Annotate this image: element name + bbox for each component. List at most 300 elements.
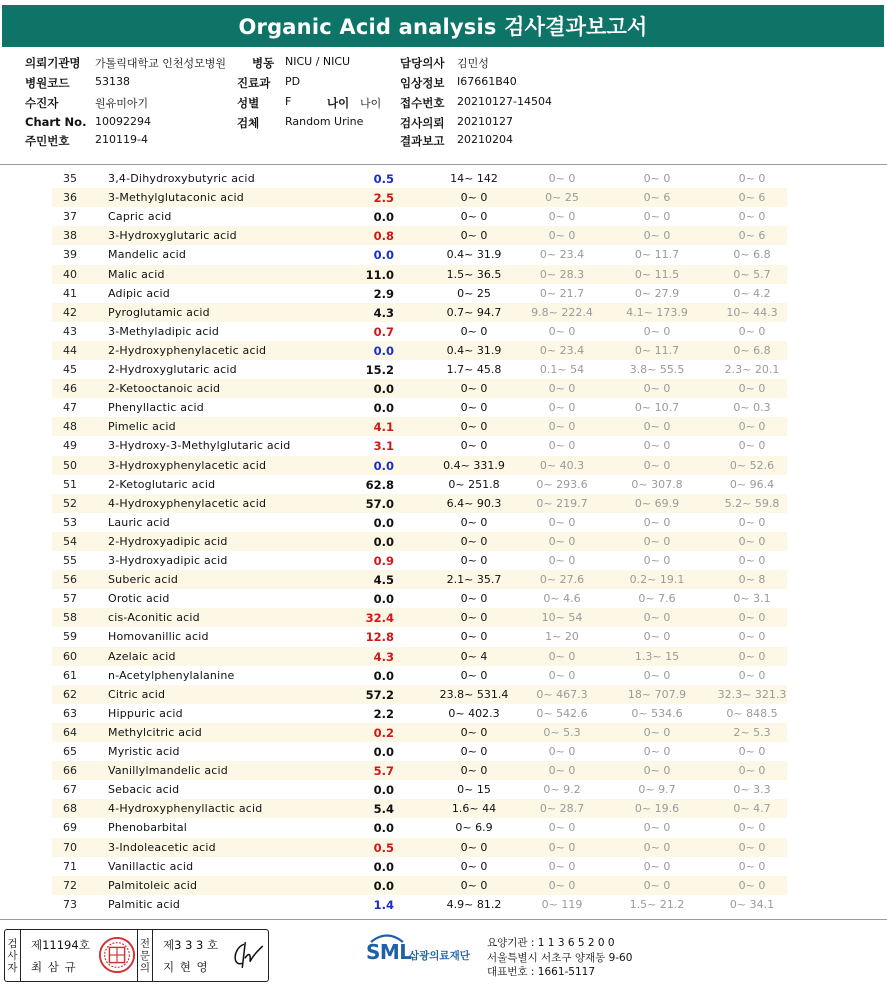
- analyte-name: Adipic acid: [108, 286, 170, 300]
- analyte-name: Capric acid: [108, 210, 172, 224]
- range-col-2: 0~ 9.7: [638, 783, 676, 797]
- range-col-3: 0~ 6.8: [733, 343, 771, 357]
- range-col-1: 0~ 0: [548, 840, 576, 854]
- range-col-1: 0~ 293.6: [536, 477, 588, 491]
- analyte-name: 4-Hydroxyphenyllactic acid: [108, 802, 263, 816]
- table-row: [52, 589, 787, 608]
- range-col-2: 0~ 534.6: [631, 706, 683, 720]
- hospital-code-value: 53138: [95, 75, 130, 88]
- reference-range: 0~ 0: [460, 534, 488, 548]
- analyte-name: Azelaic acid: [108, 649, 176, 663]
- range-col-2: 18~ 707.9: [627, 687, 687, 701]
- table-row: [52, 876, 787, 895]
- range-col-3: 0~ 0: [738, 172, 766, 185]
- row-number: 41: [63, 286, 77, 300]
- phone-line: 대표번호 : 1661-5117: [487, 966, 596, 978]
- range-col-1: 0~ 9.2: [543, 783, 581, 797]
- table-row: [52, 570, 787, 589]
- range-col-2: 0~ 10.7: [634, 401, 680, 415]
- reference-range: 6.4~ 90.3: [446, 496, 502, 510]
- result-value: 57.2: [365, 687, 394, 702]
- row-number: 45: [63, 363, 77, 376]
- analyte-name: 3,4-Dihydroxybutyric acid: [108, 172, 255, 185]
- hospital-code-label: 병원코드: [25, 76, 70, 90]
- row-number: 37: [63, 210, 77, 224]
- table-row: [52, 895, 787, 914]
- reference-range: 0~ 0: [460, 324, 488, 338]
- report-title: Organic Acid analysis 검사결과보고서: [238, 15, 648, 39]
- reference-range: 0~ 402.3: [448, 706, 500, 720]
- range-col-3: 0~ 3.3: [733, 783, 771, 797]
- range-col-1: 0~ 21.7: [539, 286, 585, 300]
- range-col-2: 1.3~ 15: [634, 649, 680, 663]
- analyte-name: n-Acetylphenylalanine: [108, 668, 235, 682]
- range-col-2: 1.5~ 21.2: [629, 897, 685, 911]
- reference-range: 0~ 0: [460, 859, 488, 873]
- range-col-2: 0~ 19.6: [634, 802, 680, 816]
- reference-range: 0~ 0: [460, 725, 488, 739]
- range-col-3: 0~ 0: [738, 649, 766, 663]
- table-row: [52, 398, 787, 417]
- range-col-2: 4.1~ 173.9: [626, 305, 688, 319]
- range-col-3: 0~ 0: [738, 821, 766, 835]
- result-value: 0.0: [373, 859, 394, 874]
- result-value: 0.9: [373, 554, 394, 568]
- sex-label: 성별: [237, 96, 260, 110]
- table-row: [52, 265, 787, 284]
- result-value: 5.7: [373, 764, 394, 779]
- range-col-2: 0~ 27.9: [634, 286, 680, 300]
- analyte-name: Citric acid: [108, 687, 166, 701]
- range-col-3: 0~ 0: [738, 515, 766, 529]
- reference-range: 23.8~ 531.4: [439, 687, 509, 701]
- analyte-name: Palmitoleic acid: [108, 878, 198, 892]
- reference-range: 0~ 0: [460, 554, 488, 567]
- range-col-2: 0~ 6: [643, 191, 671, 205]
- reference-range: 0~ 0: [460, 229, 488, 243]
- examiner-license: 제11194호: [31, 938, 90, 952]
- row-number: 58: [63, 611, 77, 625]
- age-label: 나이: [327, 96, 350, 110]
- reference-range: 0~ 0: [460, 745, 488, 758]
- range-col-3: 0~ 0.3: [733, 401, 771, 415]
- resident-value: 210119-4: [95, 133, 148, 146]
- analyte-name: Pimelic acid: [108, 420, 176, 434]
- range-col-1: 9.8~ 222.4: [531, 305, 593, 319]
- range-col-3: 0~ 0: [738, 611, 766, 625]
- range-col-3: 0~ 4.2: [733, 286, 771, 300]
- dept-label: 진료과: [237, 76, 271, 90]
- table-row: [52, 245, 787, 264]
- clinical-value: I67661B40: [457, 75, 517, 88]
- patient-value: 원유미아기: [95, 97, 149, 110]
- reference-range: 1.7~ 45.8: [446, 363, 502, 376]
- receipt-label: 접수번호: [400, 96, 445, 110]
- range-col-1: 0~ 0: [548, 821, 576, 835]
- table-row: [52, 513, 787, 532]
- row-number: 67: [63, 783, 77, 797]
- result-value: 0.5: [373, 172, 394, 186]
- row-number: 36: [63, 191, 77, 205]
- reference-range: 0~ 0: [460, 592, 488, 606]
- reference-range: 0~ 0: [460, 611, 488, 625]
- row-number: 68: [63, 802, 77, 816]
- result-value: 0.0: [373, 534, 394, 549]
- reference-range: 0~ 15: [457, 783, 491, 797]
- chart-label: Chart No.: [25, 115, 87, 129]
- range-col-2: 3.8~ 55.5: [629, 363, 685, 376]
- result-value: 4.3: [373, 649, 394, 664]
- range-col-3: 0~ 0: [738, 534, 766, 548]
- result-value: 2.2: [373, 706, 394, 721]
- table-row: [52, 857, 787, 876]
- range-col-2: 0~ 0: [643, 878, 671, 892]
- analyte-name: Palmitic acid: [108, 897, 181, 911]
- resident-label: 주민번호: [25, 134, 70, 148]
- range-col-2: 0~ 0: [643, 229, 671, 243]
- range-col-3: 0~ 0: [738, 764, 766, 778]
- row-number: 69: [63, 821, 77, 835]
- range-col-2: 0~ 0: [643, 611, 671, 625]
- result-value: 4.1: [373, 420, 394, 435]
- range-col-2: 0~ 0: [643, 859, 671, 873]
- seal-stamp-icon: [98, 936, 136, 974]
- range-col-3: 0~ 4.7: [733, 802, 771, 816]
- row-number: 40: [63, 267, 77, 281]
- range-col-2: 0.2~ 19.1: [629, 573, 685, 587]
- reference-range: 0~ 0: [460, 878, 488, 892]
- result-value: 5.4: [373, 802, 394, 817]
- reference-range: 0~ 0: [460, 840, 488, 854]
- result-value: 57.0: [365, 496, 394, 511]
- range-col-3: 0~ 8: [738, 573, 766, 587]
- range-col-1: 10~ 54: [541, 611, 583, 625]
- range-col-2: 0~ 0: [643, 764, 671, 778]
- result-value: 0.0: [373, 401, 394, 416]
- table-row: [52, 322, 787, 341]
- reference-range: 14~ 142: [450, 172, 498, 185]
- ward-value: NICU / NICU: [285, 55, 351, 68]
- table-row: [52, 818, 787, 837]
- range-col-3: 2.3~ 20.1: [724, 363, 780, 376]
- result-value: 15.2: [365, 363, 394, 377]
- table-row: [52, 761, 787, 780]
- table-row: [52, 838, 787, 857]
- table-row: [52, 685, 787, 704]
- result-value: 0.2: [373, 725, 394, 740]
- range-col-3: 0~ 0: [738, 840, 766, 854]
- reference-range: 0.4~ 331.9: [443, 458, 505, 472]
- analyte-name: Homovanillic acid: [108, 630, 209, 644]
- table-row: [52, 456, 787, 475]
- result-value: 2.9: [373, 286, 394, 301]
- table-row: [52, 742, 787, 761]
- table-row: [52, 360, 787, 379]
- range-col-1: 0~ 0: [548, 210, 576, 224]
- range-col-2: 0~ 0: [643, 840, 671, 854]
- analyte-name: 2-Hydroxyphenylacetic acid: [108, 343, 267, 357]
- sml-logo: [366, 936, 482, 976]
- address-line: 서울특별시 서초구 양재동 9-60: [487, 951, 633, 964]
- analyte-name: 2-Ketoglutaric acid: [108, 477, 216, 491]
- request-value: 20210127: [457, 115, 513, 128]
- analyte-name: 3-Indoleacetic acid: [108, 840, 216, 854]
- row-number: 35: [63, 172, 77, 185]
- range-col-3: 0~ 0: [738, 210, 766, 224]
- range-col-1: 0~ 0: [548, 229, 576, 243]
- result-value: 0.0: [373, 821, 394, 836]
- signature-box: [4, 929, 269, 982]
- reference-range: 1.6~ 44: [451, 802, 497, 816]
- result-value: 0.0: [373, 343, 394, 358]
- sex-value: F: [285, 95, 292, 108]
- range-col-1: 0~ 28.3: [539, 267, 585, 281]
- range-col-3: 0~ 5.7: [733, 267, 771, 281]
- age-value: 나이: [360, 97, 382, 110]
- dept-value: PD: [285, 75, 301, 88]
- row-number: 49: [63, 439, 77, 453]
- analyte-name: 3-Hydroxyglutaric acid: [108, 229, 237, 243]
- reference-range: 0~ 6.9: [455, 821, 493, 835]
- report-date-label: 결과보고: [400, 134, 445, 148]
- table-row: [52, 494, 787, 513]
- info-divider: [0, 164, 887, 165]
- reference-range: 2.1~ 35.7: [446, 573, 502, 587]
- range-col-3: 0~ 0: [738, 382, 766, 396]
- result-value: 0.0: [373, 515, 394, 530]
- specialist-license: 제3 3 3 호: [163, 938, 219, 952]
- range-col-1: 0~ 23.4: [539, 343, 585, 357]
- analyte-name: 3-Hydroxyphenylacetic acid: [108, 458, 267, 472]
- info-row-3: [0, 95, 887, 113]
- patient-label: 수진자: [25, 96, 59, 110]
- reference-range: 0~ 25: [457, 286, 491, 300]
- range-col-3: 0~ 6.8: [733, 248, 771, 262]
- range-col-3: 5.2~ 59.8: [724, 496, 780, 510]
- institution-label: 의뢰기관명: [25, 56, 81, 70]
- reference-range: 0.7~ 94.7: [446, 305, 502, 319]
- table-row: [52, 799, 787, 818]
- range-col-1: 0~ 27.6: [539, 573, 585, 587]
- row-number: 51: [63, 477, 77, 491]
- logo-sml-text: SML: [366, 940, 412, 964]
- row-number: 71: [63, 859, 77, 873]
- row-number: 66: [63, 764, 77, 778]
- row-number: 73: [63, 897, 77, 911]
- analyte-name: Hippuric acid: [108, 706, 183, 720]
- analyte-name: 2-Ketooctanoic acid: [108, 382, 221, 396]
- analyte-name: 3-Methyladipic acid: [108, 324, 220, 338]
- specialist-name: 지 현 영: [163, 960, 209, 974]
- table-row: [52, 303, 787, 322]
- range-col-2: 0~ 0: [643, 515, 671, 529]
- range-col-1: 0~ 5.3: [543, 725, 581, 739]
- range-col-3: 0~ 0: [738, 439, 766, 453]
- range-col-1: 0~ 0: [548, 554, 576, 567]
- reference-range: 0~ 0: [460, 420, 488, 434]
- table-row: [52, 627, 787, 646]
- result-value: 11.0: [365, 267, 394, 282]
- reference-range: 0~ 0: [460, 439, 488, 453]
- row-number: 47: [63, 401, 77, 415]
- range-col-2: 0~ 69.9: [634, 496, 680, 510]
- analyte-name: Malic acid: [108, 267, 165, 281]
- institution-value: 가톨릭대학교 인천성모병원: [95, 57, 227, 70]
- table-row: [52, 188, 787, 207]
- table-row: [52, 551, 787, 570]
- reference-range: 0.4~ 31.9: [446, 248, 502, 262]
- table-row: [52, 532, 787, 551]
- range-col-2: 0~ 0: [643, 668, 671, 682]
- result-value: 0.7: [373, 324, 394, 339]
- table-row: [52, 723, 787, 742]
- result-value: 4.3: [373, 305, 394, 320]
- result-value: 4.5: [373, 573, 394, 588]
- row-number: 42: [63, 305, 77, 319]
- row-number: 70: [63, 840, 77, 854]
- range-col-1: 0~ 25: [545, 191, 579, 205]
- analyte-name: Mandelic acid: [108, 248, 187, 262]
- row-number: 53: [63, 515, 77, 529]
- range-col-3: 0~ 6: [738, 191, 766, 205]
- result-value: 0.0: [373, 745, 394, 759]
- table-row: [52, 284, 787, 303]
- doctor-label: 담당의사: [400, 56, 445, 70]
- range-col-2: 0~ 0: [643, 382, 671, 396]
- examiner-vertical-label: 검 사 자: [5, 930, 21, 981]
- result-value: 2.5: [373, 191, 394, 206]
- analyte-name: 2-Hydroxyglutaric acid: [108, 363, 237, 376]
- result-value: 12.8: [365, 630, 394, 645]
- analyte-name: 3-Hydroxyadipic acid: [108, 554, 228, 567]
- analyte-name: Orotic acid: [108, 592, 170, 606]
- patient-info: [0, 53, 887, 165]
- reference-range: 1.5~ 36.5: [446, 267, 502, 281]
- row-number: 48: [63, 420, 77, 434]
- range-col-1: 0~ 0: [548, 439, 576, 453]
- range-col-2: 0~ 11.7: [634, 248, 680, 262]
- result-value: 32.4: [365, 611, 394, 626]
- analyte-name: 4-Hydroxyphenylacetic acid: [108, 496, 267, 510]
- result-value: 0.0: [373, 248, 394, 263]
- range-col-1: 0~ 0: [548, 172, 576, 185]
- range-col-1: 0~ 0: [548, 878, 576, 892]
- specialist-vertical-label: 전 문 의: [137, 930, 153, 981]
- specimen-value: Random Urine: [285, 115, 364, 128]
- result-value: 0.0: [373, 668, 394, 683]
- range-col-1: 0~ 40.3: [539, 458, 585, 472]
- info-row-2: [0, 75, 887, 93]
- row-number: 72: [63, 878, 77, 892]
- range-col-1: 1~ 20: [545, 630, 579, 644]
- range-col-2: 0~ 0: [643, 172, 671, 185]
- row-number: 43: [63, 324, 77, 338]
- range-col-3: 2~ 5.3: [733, 725, 771, 739]
- signature-icon: [230, 938, 268, 972]
- reference-range: 0~ 0: [460, 764, 488, 778]
- range-col-2: 0~ 7.6: [638, 592, 676, 606]
- table-row: [52, 436, 787, 455]
- range-col-3: 10~ 44.3: [726, 305, 778, 319]
- reference-range: 4.9~ 81.2: [446, 897, 502, 911]
- range-col-3: 0~ 0: [738, 745, 766, 758]
- range-col-2: 0~ 0: [643, 458, 671, 472]
- range-col-2: 0~ 0: [643, 439, 671, 453]
- row-number: 60: [63, 649, 77, 663]
- range-col-2: 0~ 11.7: [634, 343, 680, 357]
- analyte-name: Vanillactic acid: [108, 859, 194, 873]
- table-row: [52, 341, 787, 360]
- table-row: [52, 704, 787, 723]
- result-value: 0.0: [373, 783, 394, 798]
- table-row: [52, 169, 787, 188]
- ward-label: 병동: [252, 56, 275, 70]
- range-col-2: 0~ 0: [643, 821, 671, 835]
- row-number: 54: [63, 534, 77, 548]
- range-col-2: 0~ 0: [643, 725, 671, 739]
- reference-range: 0~ 0: [460, 401, 488, 415]
- range-col-3: 0~ 52.6: [729, 458, 775, 472]
- result-value: 1.4: [373, 897, 394, 912]
- range-col-3: 0~ 0: [738, 630, 766, 644]
- analyte-name: Phenobarbital: [108, 821, 188, 835]
- result-value: 0.0: [373, 382, 394, 397]
- table-row: [52, 417, 787, 436]
- row-number: 50: [63, 458, 77, 472]
- specimen-label: 검체: [237, 116, 260, 130]
- range-col-1: 0~ 0: [548, 859, 576, 873]
- row-number: 39: [63, 248, 77, 262]
- table-row: [52, 475, 787, 494]
- report-date-value: 20210204: [457, 133, 513, 146]
- clinical-label: 임상정보: [400, 76, 445, 90]
- result-value: 0.0: [373, 210, 394, 225]
- row-number: 59: [63, 630, 77, 644]
- range-col-1: 0~ 0: [548, 515, 576, 529]
- result-value: 0.0: [373, 592, 394, 607]
- row-number: 61: [63, 668, 77, 682]
- table-row: [52, 780, 787, 799]
- range-col-3: 0~ 848.5: [726, 706, 778, 720]
- range-col-1: 0~ 542.6: [536, 706, 588, 720]
- range-col-1: 0~ 0: [548, 745, 576, 758]
- row-number: 56: [63, 573, 77, 587]
- row-number: 46: [63, 382, 77, 396]
- range-col-1: 0~ 0: [548, 382, 576, 396]
- range-col-1: 0~ 23.4: [539, 248, 585, 262]
- reference-range: 0~ 0: [460, 191, 488, 205]
- range-col-3: 0~ 0: [738, 878, 766, 892]
- result-value: 0.8: [373, 229, 394, 244]
- range-col-3: 0~ 34.1: [729, 897, 775, 911]
- range-col-2: 0~ 0: [643, 324, 671, 338]
- range-col-3: 0~ 0: [738, 324, 766, 338]
- table-row: [52, 207, 787, 226]
- chart-value: 10092294: [95, 115, 151, 128]
- result-value: 62.8: [365, 477, 394, 492]
- analyte-name: Methylcitric acid: [108, 725, 202, 739]
- range-col-3: 0~ 0: [738, 420, 766, 434]
- table-row: [52, 647, 787, 666]
- range-col-2: 0~ 11.5: [634, 267, 680, 281]
- analyte-name: Pyroglutamic acid: [108, 305, 210, 319]
- result-value: 3.1: [373, 439, 394, 454]
- request-label: 검사의뢰: [400, 116, 445, 130]
- range-col-1: 0~ 0: [548, 764, 576, 778]
- examiner-name: 최 삼 규: [31, 960, 77, 974]
- doctor-value: 김민성: [457, 57, 489, 70]
- range-col-1: 0~ 467.3: [536, 687, 588, 701]
